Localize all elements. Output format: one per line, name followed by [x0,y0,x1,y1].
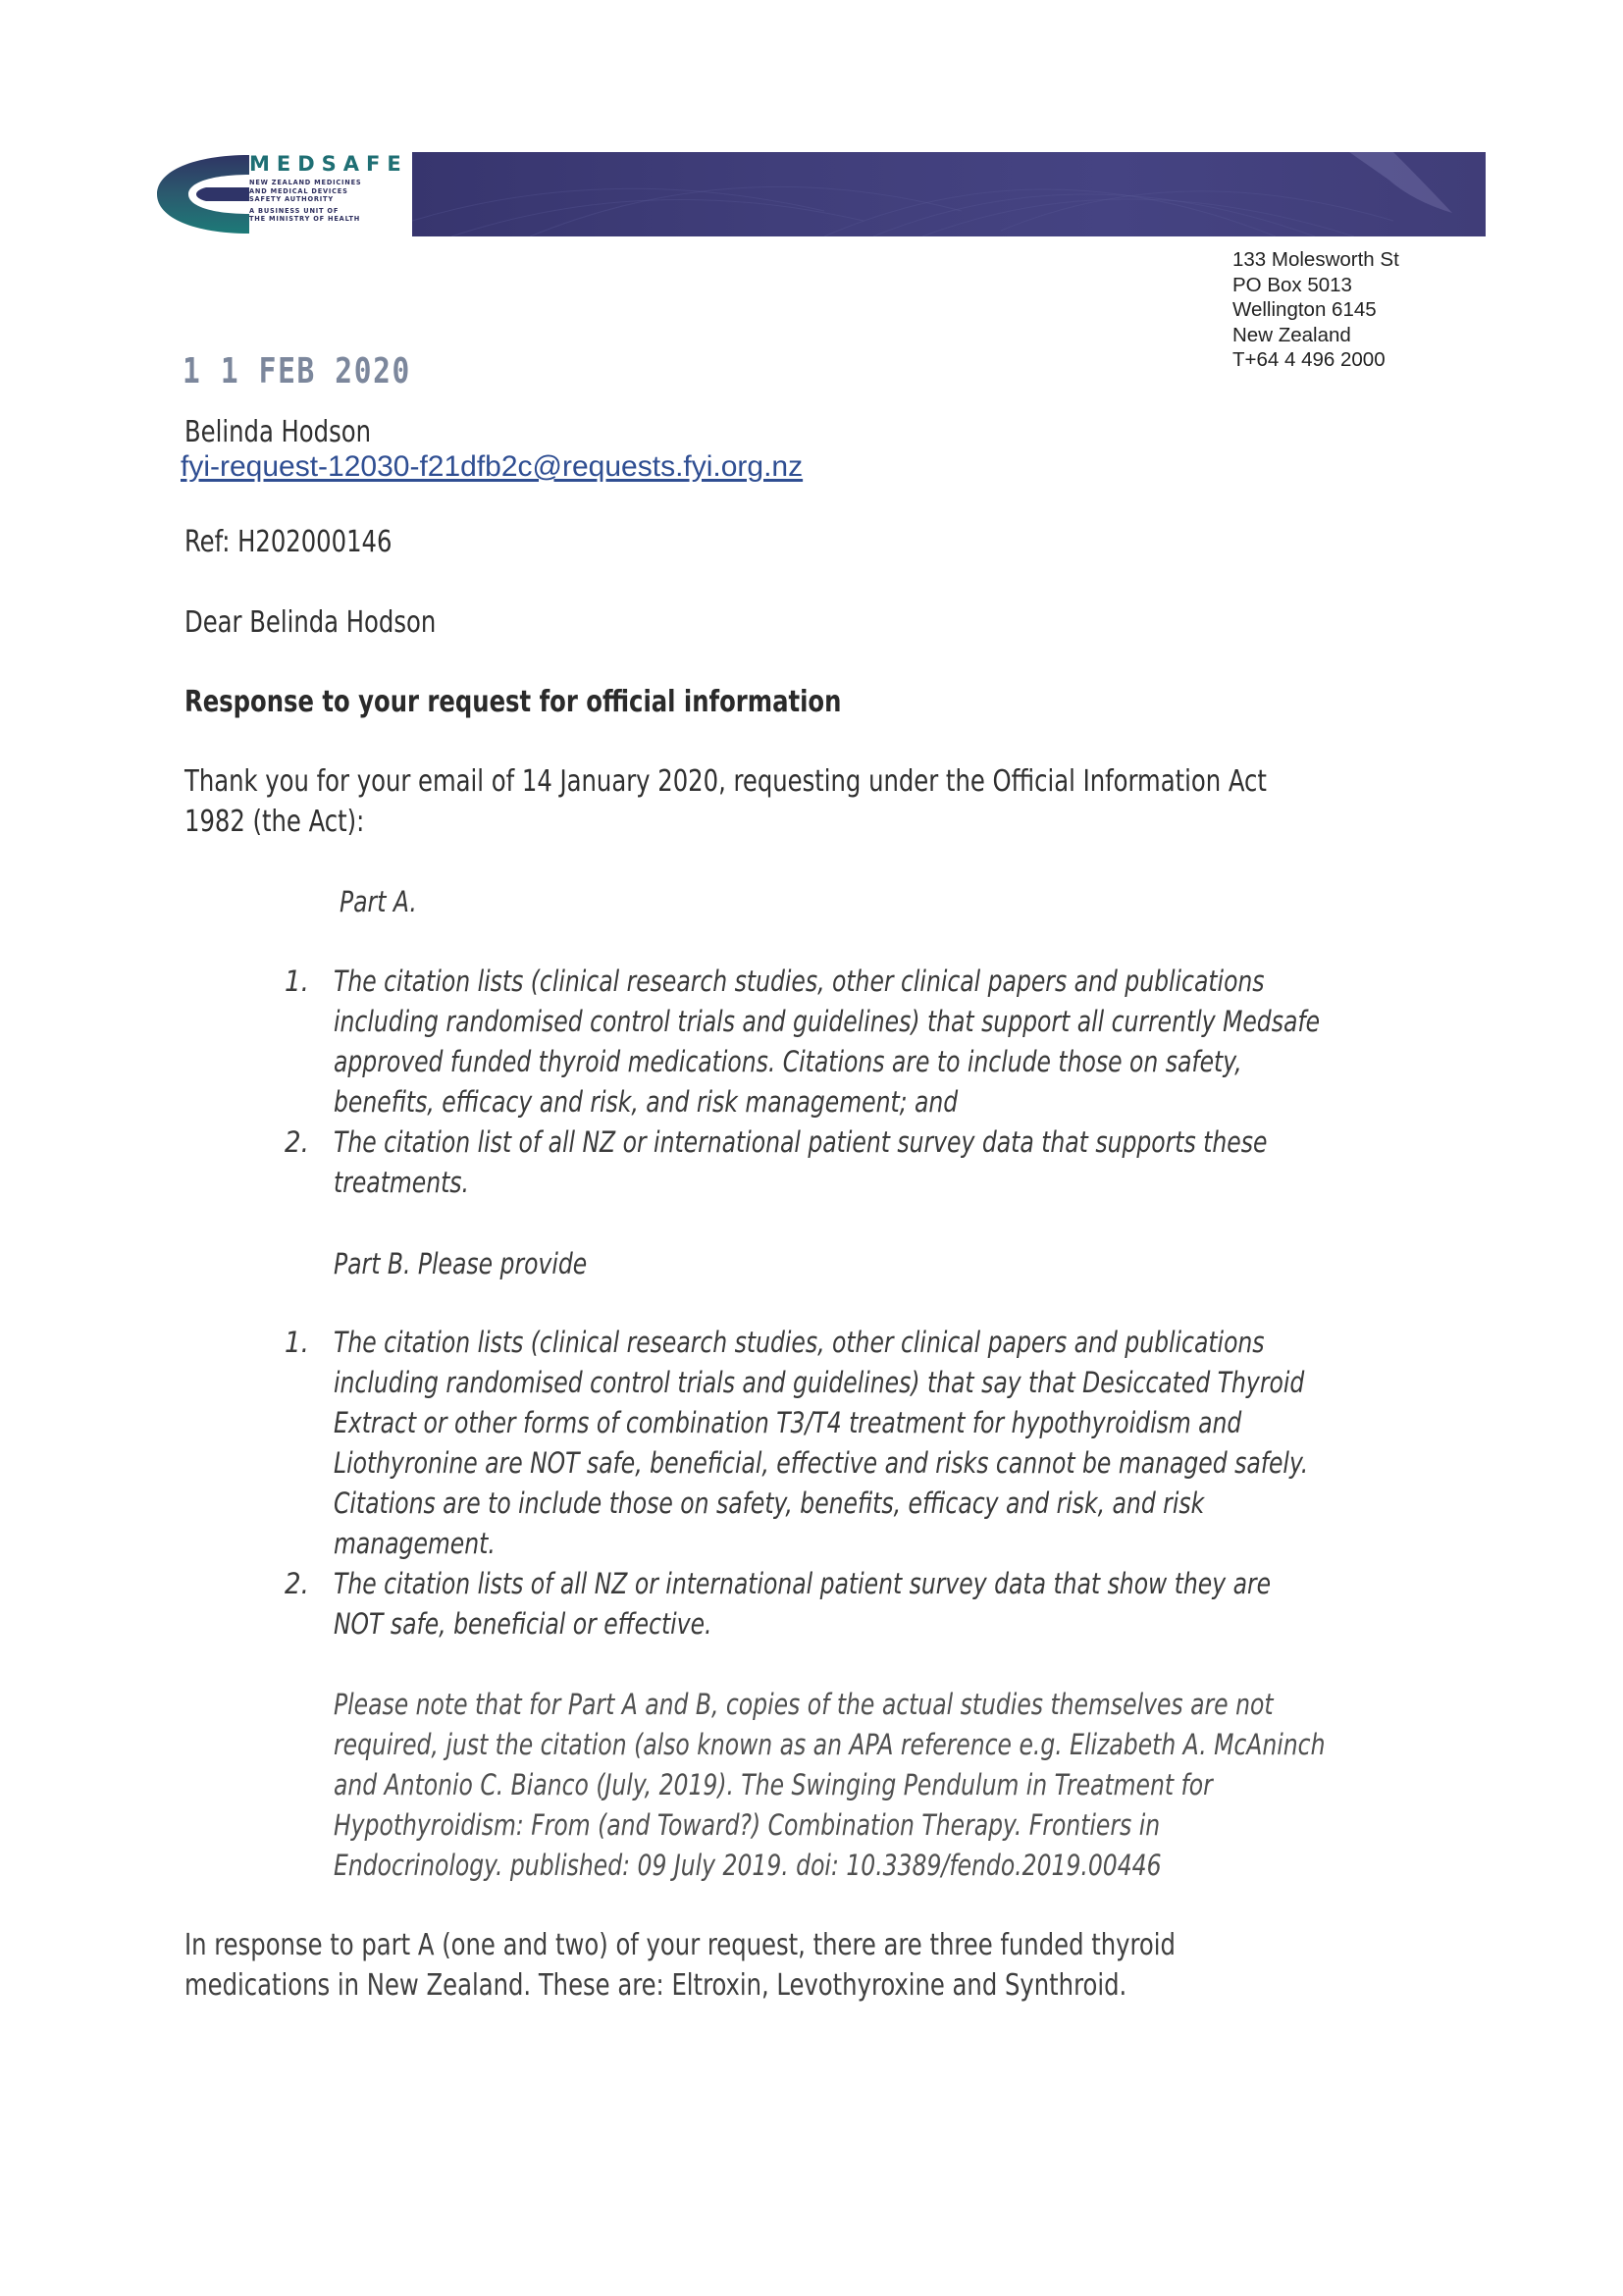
response-line: In response to part A (one and two) of your request, there are three funded thyroid [184,1928,1176,1962]
note-line: Endocrinology. published: 09 July 2019. doi: 10.3389/fendo.2019.00446 [334,1849,1162,1882]
part-b-item-2 [285,1564,1417,1644]
logo-subtitle-line: NEW ZEALAND MEDICINES [249,179,362,186]
logo-subtitle-line: AND MEDICAL DEVICES [249,186,348,195]
note-line: Please note that for Part A and B, copies of the actual studies themselves are not [334,1688,1274,1721]
note-line: required, just the citation (also known as an APA reference e.g. Elizabeth A. McAninch [334,1728,1326,1761]
note-line: and Antonio C. Bianco (July, 2019). The Swinging Pendulum in Treatment for [334,1768,1213,1801]
part-b-heading-text: Part B. Please provide [334,1247,588,1280]
list-line: NOT safe, beneficial or effective. [334,1607,712,1641]
list-line: The citation lists of all NZ or international patient survey data that show they are [334,1567,1272,1600]
list-line: including randomised control trials and guidelines) that support all currently Medsafe [334,1005,1321,1038]
list-number: 1. [285,965,309,998]
list-line: The citation lists (clinical research studies, other clinical papers and publications [334,965,1265,998]
address-line: New Zealand [1232,323,1351,346]
part-b-item-1 [285,1323,1417,1564]
logo-unit-line: A BUSINESS UNIT OF [249,206,340,215]
citation-note-paragraph [334,1685,1436,1886]
note-line: Hypothyroidism: From (and Toward?) Combination Therapy. Frontiers in [334,1808,1161,1842]
sender-address [1232,247,1399,373]
medsafe-wordmark: MEDSAFE [249,152,408,176]
response-paragraph [184,1925,1285,2006]
salutation-text: Dear Belinda Hodson [184,605,437,640]
part-b-list [285,1323,1417,1644]
reference-text: Ref: H202000146 [184,525,393,559]
part-a-heading-text: Part A. [340,885,417,918]
address-line: Wellington 6145 [1232,298,1377,321]
list-line: Citations are to include those on safety, benefits, efficacy and risk, and risk [334,1487,1205,1520]
list-number: 1. [285,1326,309,1359]
response-line: medications in New Zealand. These are: Eltroxin, Levothyroxine and Synthroid. [184,1968,1127,2003]
subject-text: Response to your request for official information [184,685,842,719]
list-line: Liothyronine are NOT safe, beneficial, effective and risks cannot be managed safely. [334,1446,1309,1480]
letter-subject-heading [184,682,915,722]
date-stamp: 1 1 FEB 2020 [183,351,411,391]
letterhead-banner [412,152,1486,236]
banner-swirl-pattern-icon [412,152,1486,236]
salutation [184,602,464,643]
list-line: treatments. [334,1166,469,1199]
reference-number [184,522,415,562]
part-b-heading [334,1244,615,1284]
medsafe-logo [155,153,412,235]
list-line: The citation list of all NZ or international patient survey data that supports these [334,1125,1268,1159]
list-line: management. [334,1527,496,1560]
logo-subtitle-line: SAFETY AUTHORITY [249,195,334,204]
phone-line: T+64 4 496 2000 [1232,348,1386,371]
recipient-email-link[interactable]: fyi-request-12030-f21dfb2c@requests.fyi.org.nz [181,450,804,483]
logo-subtitle [249,179,361,224]
address-line: 133 Molesworth St [1232,248,1399,271]
intro-line: 1982 (the Act): [184,805,365,839]
part-a-item-2 [285,1122,1430,1203]
logo-unit-line: THE MINISTRY OF HEALTH [249,215,361,224]
part-a-list [285,962,1430,1203]
list-line: benefits, efficacy and risk, and risk management; and [334,1085,959,1119]
part-a-item-1 [285,962,1430,1122]
recipient-name-text: Belinda Hodson [184,415,372,449]
intro-paragraph [184,761,1387,842]
list-line: approved funded thyroid medications. Citations are to include those on safety, [334,1045,1242,1078]
list-line: The citation lists (clinical research studies, other clinical papers and publications [334,1326,1265,1359]
address-line: PO Box 5013 [1232,273,1352,296]
list-number: 2. [285,1567,309,1600]
recipient-name [184,412,392,452]
list-number: 2. [285,1125,309,1159]
list-line: including randomised control trials and guidelines) that say that Desiccated Thyroid [334,1366,1305,1399]
medsafe-c-logo-icon [155,153,249,235]
intro-line: Thank you for your email of 14 January 2020, requesting under the Official Information Act [184,764,1267,799]
list-line: Extract or other forms of combination T3/T4 treatment for hypothyroidism and [334,1406,1242,1439]
part-a-heading [340,882,426,922]
